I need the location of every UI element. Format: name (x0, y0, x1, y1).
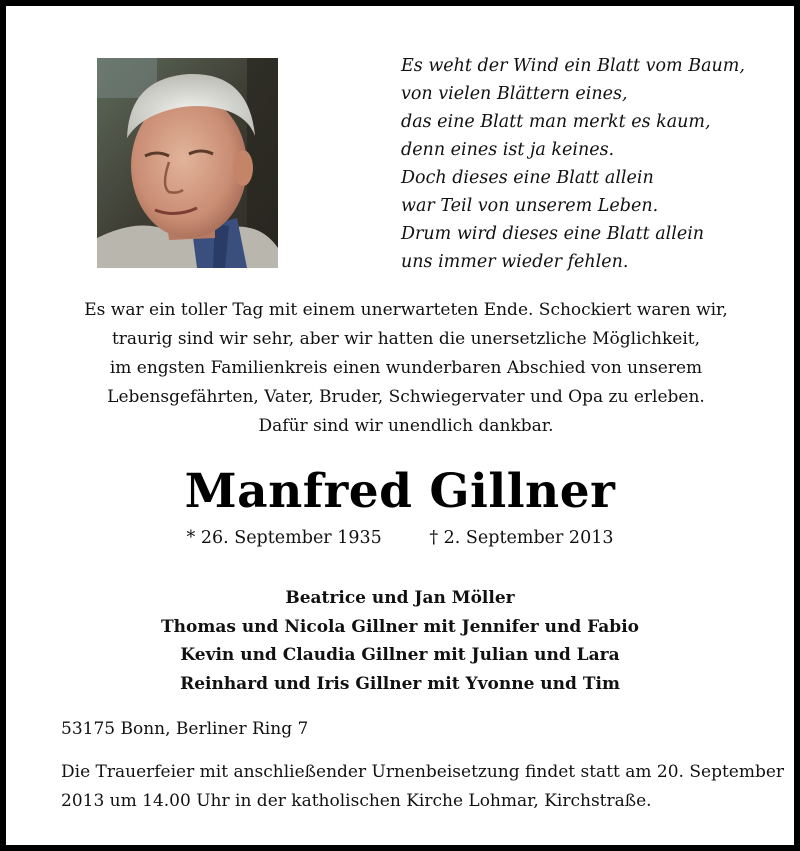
poem (401, 52, 761, 276)
intro-line: Es war ein toller Tag mit einem unerwarteten Ende. Schockiert waren wir, (84, 300, 728, 320)
intro-line: traurig sind wir sehr, aber wir hatten die unersetzliche Möglichkeit, (111, 329, 701, 349)
life-dates (6, 528, 794, 548)
poem-line: das eine Blatt man merkt es kaum, (401, 112, 711, 132)
birth-date: * 26. September 1935 (186, 528, 382, 548)
family-line: Beatrice und Jan Möller (285, 588, 515, 608)
poem-line: von vielen Blättern eines, (401, 84, 628, 104)
service-line: Die Trauerfeier mit anschließender Urnenbeisetzung findet statt am 20. September (61, 762, 785, 782)
poem-line: uns immer wieder fehlen. (401, 252, 629, 272)
family-line: Kevin und Claudia Gillner mit Julian und Lara (180, 645, 620, 665)
deceased-name: Manfred Gillner (184, 464, 616, 519)
family-signatures (6, 584, 794, 698)
poem-line: Doch dieses eine Blatt allein (401, 168, 654, 188)
poem-line: Es weht der Wind ein Blatt vom Baum, (401, 56, 745, 76)
portrait-image (97, 58, 278, 268)
intro-line: Dafür sind wir unendlich dankbar. (258, 416, 554, 436)
poem-line: denn eines ist ja keines. (401, 140, 615, 160)
intro-line: im engsten Familienkreis einen wunderbaren Abschied von unserem (109, 358, 703, 378)
death-date: † 2. September 2013 (429, 528, 614, 548)
poem-line: war Teil von unserem Leben. (401, 196, 659, 216)
intro-line: Lebensgefährten, Vater, Bruder, Schwiegervater und Opa zu erleben. (107, 387, 705, 407)
poem-line: Drum wird dieses eine Blatt allein (401, 224, 705, 244)
portrait-photo (97, 58, 278, 268)
family-line: Reinhard und Iris Gillner mit Yvonne und Tim (180, 673, 620, 694)
address: 53175 Bonn, Berliner Ring 7 (61, 719, 309, 739)
family-line: Thomas und Nicola Gillner mit Jennifer und Fabio (160, 616, 639, 637)
intro-text (46, 296, 766, 441)
service-info (61, 758, 785, 816)
service-line: 2013 um 14.00 Uhr in der katholischen Kirche Lohmar, Kirchstraße. (61, 791, 652, 811)
